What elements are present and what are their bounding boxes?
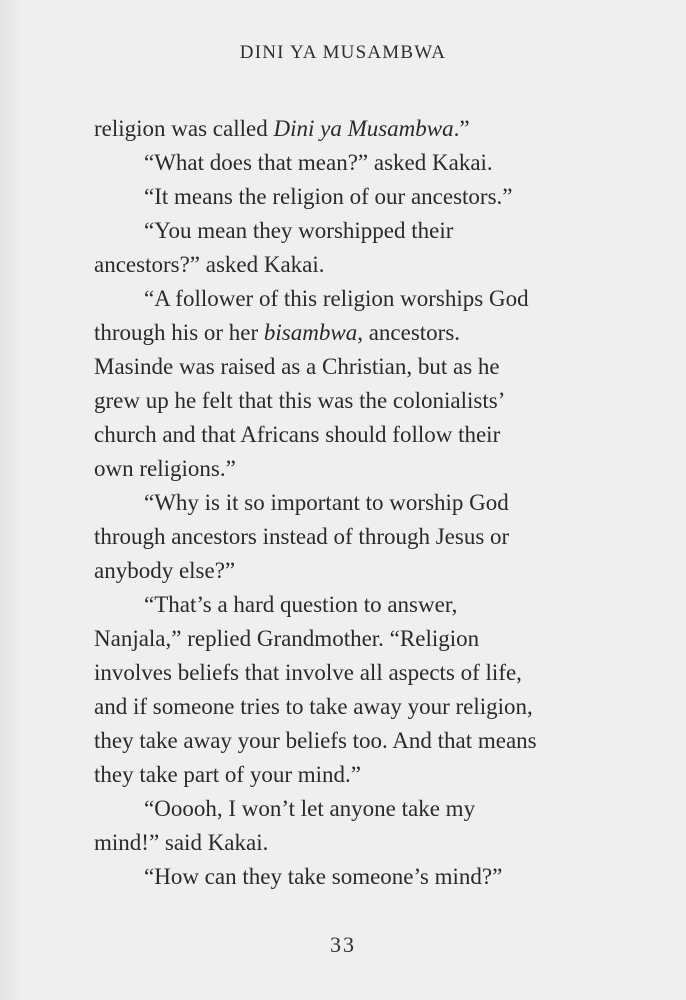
text-line <box>94 758 614 792</box>
text-segment: own religions.” <box>94 456 236 481</box>
text-segment: anybody else?” <box>94 558 236 583</box>
text-line <box>94 486 614 520</box>
text-segment: “How can they take someone’s mind?” <box>144 864 503 889</box>
text-line <box>94 588 614 622</box>
text-line <box>94 112 614 146</box>
text-segment: , ancestors. <box>357 320 461 345</box>
text-line <box>94 826 614 860</box>
text-segment: they take part of your mind.” <box>94 762 361 787</box>
text-segment: “It means the religion of our ancestors.” <box>144 184 513 209</box>
italic-text: bisambwa <box>263 320 358 345</box>
text-segment: Masinde was raised as a Christian, but as he <box>94 354 500 379</box>
text-segment: through his or her <box>94 320 264 345</box>
page-number: 33 <box>330 932 356 957</box>
text-segment: mind!” said Kakai. <box>94 830 269 855</box>
text-line <box>94 282 614 316</box>
text-segment: “What does that mean?” asked Kakai. <box>144 150 493 175</box>
text-segment: and if someone tries to take away your religion, <box>94 694 533 719</box>
text-segment: .” <box>453 116 470 141</box>
text-segment: Nanjala,” replied Grandmother. “Religion <box>94 626 480 651</box>
text-line <box>94 350 614 384</box>
text-line <box>94 656 614 690</box>
text-line <box>94 248 614 282</box>
text-line <box>94 180 614 214</box>
page-gutter-shadow <box>0 0 22 1000</box>
text-line <box>94 622 614 656</box>
text-line <box>94 214 614 248</box>
running-head: DINI YA MUSAMBWA <box>239 42 447 63</box>
text-segment: grew up he felt that this was the colonialists’ <box>94 388 506 413</box>
italic-text: Dini ya Musambwa <box>273 116 454 141</box>
text-line <box>94 554 614 588</box>
text-segment: “A follower of this religion worships God <box>144 286 529 311</box>
text-line <box>94 724 614 758</box>
text-segment: ancestors?” asked Kakai. <box>94 252 325 277</box>
text-line <box>94 316 614 350</box>
text-line <box>94 146 614 180</box>
text-segment: through ancestors instead of through Jesus or <box>94 524 510 549</box>
text-segment: they take away your beliefs too. And that means <box>94 728 537 753</box>
text-line <box>94 690 614 724</box>
text-line <box>94 418 614 452</box>
text-segment: involves beliefs that involve all aspects of life, <box>94 660 522 685</box>
text-segment: “Why is it so important to worship God <box>144 490 509 515</box>
text-line <box>94 520 614 554</box>
text-segment: “That’s a hard question to answer, <box>144 592 458 617</box>
text-line <box>94 792 614 826</box>
text-line <box>94 860 614 894</box>
text-line <box>94 452 614 486</box>
text-segment: “Ooooh, I won’t let anyone take my <box>144 796 476 821</box>
text-segment: religion was called <box>94 116 274 141</box>
text-segment: church and that Africans should follow their <box>94 422 501 447</box>
text-segment: “You mean they worshipped their <box>144 218 454 243</box>
body-text <box>94 112 614 894</box>
text-line <box>94 384 614 418</box>
